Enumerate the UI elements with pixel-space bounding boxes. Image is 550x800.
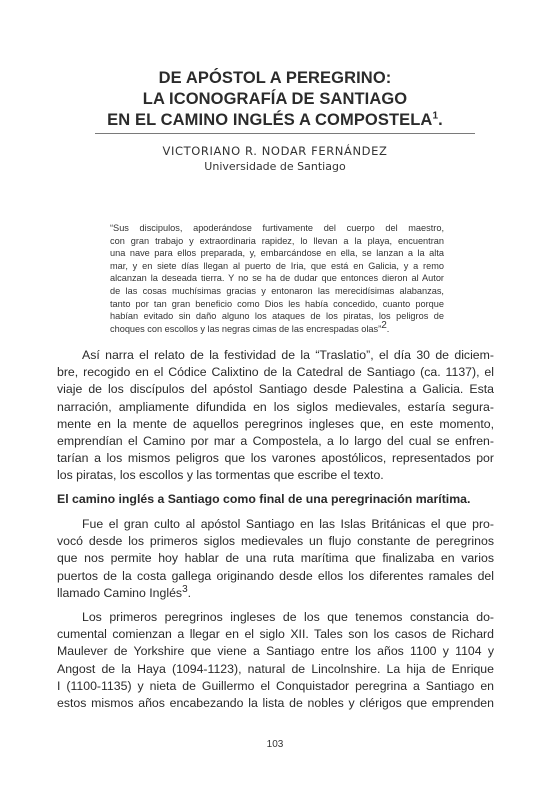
quote-line: [110, 319, 444, 336]
quote-line: “Sus discipulos, apoderándose furtivamente del cuerpo del maestro,: [110, 223, 444, 233]
paragraph-line: estos mismos años encabezando la lista de nobles y clérigos que emprenden: [57, 696, 494, 711]
paragraph-line: puertos de la costa gallega originando desde ellos los diferentes ramales del: [57, 568, 494, 583]
paragraph-3: [57, 609, 494, 712]
paragraph-line: Así narra el relato de la festividad de la “Traslatio”, el día 30 de diciem-: [82, 348, 494, 362]
title-line-3: EN EL CAMINO INGLÉS A COMPOSTELA$^1$.: [107, 110, 443, 129]
paragraph-line: narración, ampliamente difundida en los siglos medievales, estaría segura-: [57, 399, 494, 414]
paragraph-2: [57, 516, 494, 602]
quote-line: tanto por tan gran beneficio como Dios les había concedido, cuanto porque: [110, 298, 444, 309]
page-number: 103: [266, 739, 284, 750]
paragraph-line: Angost de la Haya (1094-1123), natural de Lincolnshire. La hija de Enrique: [57, 661, 494, 676]
quote-line: mar, y en siete días llegan al puerto de Iria, que está en Galicia, y a remo: [110, 260, 444, 271]
quote-line: alcanzan la deseada tierra. Y no se ha de dudar que entonces dieron al Autor: [110, 273, 444, 284]
title-line-1: DE APÓSTOL A PEREGRINO:: [158, 69, 392, 87]
quote-line-text: choques con escollos y las negras cimas de las encrespadas olas”: [110, 323, 382, 334]
article-title: [60, 68, 490, 131]
epigraph-quote: [110, 222, 444, 335]
author-name: VICTORIANO R. NODAR FERNÁNDEZ: [162, 144, 388, 158]
paragraph-line: Fue el gran culto al apóstol Santiago en las Islas Británicas el que pro-: [82, 517, 494, 531]
paragraph-line: emprendían el Camino por mar a Compostela, a lo largo del cual se enfren-: [57, 434, 494, 449]
quote-line: con gran trabajo y extraordinaria rapidez, lo llevan a la playa, encuentran: [110, 235, 444, 246]
paragraph-line: viaje de los discípulos del apóstol Santiago desde Palestina a Galicia. Esta: [57, 382, 494, 397]
footnote-ref-1: 1: [432, 110, 439, 122]
paragraph-line: Los primeros peregrinos ingleses de los que tenemos constancia do-: [82, 610, 494, 624]
paragraph-line: tarían a los mismos peligros que los varones apostólicos, representados por: [57, 451, 494, 466]
paragraph-line-text: llamado Camino Inglés: [57, 585, 183, 600]
quote-line: habían evitado sin daño alguno los ataques de los piratas, los peligros de: [110, 311, 444, 322]
paragraph-line: Maulever de Yorkshire que viene a Santiago entre los años 1100 y 1104 y: [57, 644, 494, 659]
quote-end-period: .: [386, 323, 390, 334]
paragraph-line: [57, 585, 494, 602]
title-line-3-text: EN EL CAMINO INGLÉS A COMPOSTELA: [107, 111, 433, 129]
paragraph-line: vocó desde los primeros siglos medievales un flujo constante de peregrinos: [57, 534, 494, 549]
title-line-2: LA ICONOGRAFÍA DE SANTIAGO: [142, 90, 408, 108]
footnote-ref-2: 2: [381, 319, 387, 331]
paragraph-line: los piratas, los escollos y las tormentas que escribe el texto.: [57, 468, 384, 483]
paragraph-line: mente en la mente de aquellos peregrinos ingleses que, en este momento,: [57, 416, 494, 431]
author-affiliation: Universidade de Santiago: [204, 160, 346, 173]
paragraph-line: bre, recogido en el Códice Calixtino de la Catedral de Santiago (ca. 1137), el: [57, 365, 494, 380]
footnote-ref-3: 3: [182, 583, 188, 595]
quote-line: una nave para ellos preparada, y, embarcándose en ella, se lanzan a la alta: [110, 248, 444, 259]
quote-line: de las cosas muchísimas gracias y entonaron las merecidísimas alabanzas,: [110, 285, 444, 296]
paragraph-end-period: .: [187, 585, 192, 600]
paragraph-line: I (1100-1135) y nieta de Guillermo el Conquistador peregrina a Santiago en: [57, 678, 494, 693]
paragraph-line: que nos permite hoy hablar de una ruta marítima que finalizaba en varios: [57, 551, 494, 566]
paragraph-1: [57, 347, 494, 485]
paragraph-line: cumental comienzan a llegar en el siglo XII. Tales son los casos de Richard: [57, 627, 494, 642]
section-heading: El camino inglés a Santiago como final de una peregrinación marítima.: [57, 492, 471, 506]
title-rule: [95, 133, 475, 134]
